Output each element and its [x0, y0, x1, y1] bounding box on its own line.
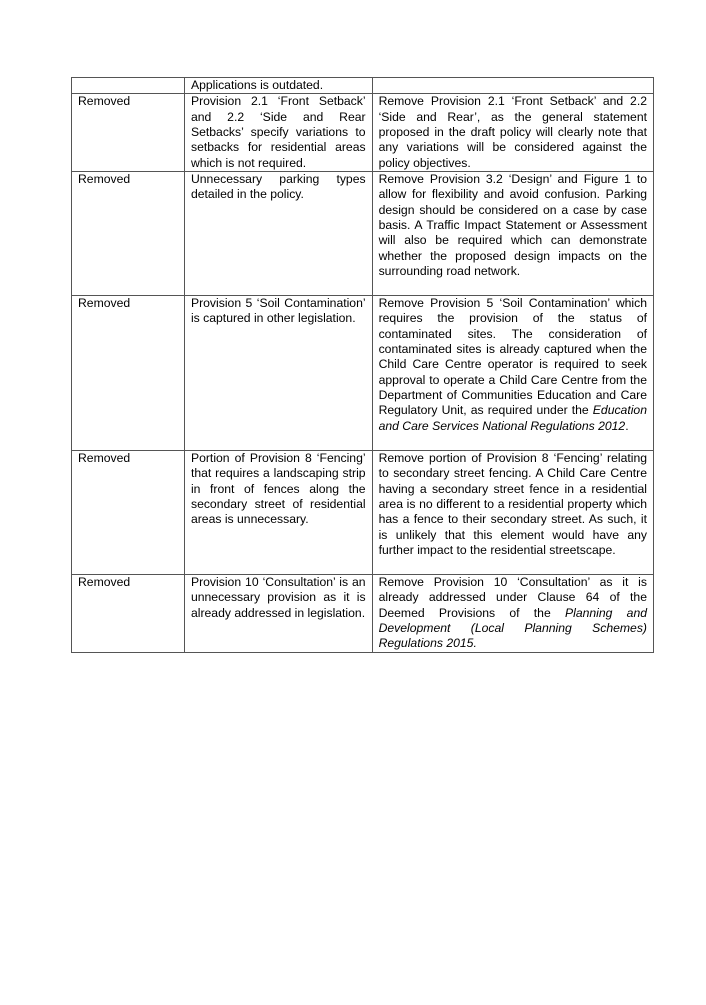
- recommendation-text-end: .: [625, 418, 629, 433]
- issue-text: Provision 5 ‘Soil Contamination’ is captured in other legislation.: [190, 296, 366, 326]
- table-row: [72, 172, 654, 296]
- policy-changes-table: [71, 77, 654, 653]
- recommendation-text: Remove portion of Provision 8 ‘Fencing’ relating to secondary street fencing. A Child Care Centre having a secondary street fence in a residential area is no different to a residential property which has a fence to their secondary street. As such, it is unlikely that this element would have any further impact to the residential streetscape.: [378, 451, 647, 558]
- status-text: Removed: [78, 94, 131, 109]
- issue-text: Unnecessary parking types detailed in the policy.: [190, 172, 366, 202]
- status-cell: [72, 78, 185, 94]
- table-row: [72, 78, 654, 94]
- status-cell: [72, 575, 185, 653]
- recommendation-text-main: Remove Provision 10 ‘Consultation’ as it is already addressed under Clause 64 of the Deemed Provisions of the: [378, 575, 647, 620]
- issue-cell: [184, 296, 372, 451]
- recommendation-cell: [372, 94, 653, 172]
- recommendation-text-italic: Planning and Development (Local Planning Schemes) Regulations 2015.: [378, 605, 648, 651]
- recommendation-text: [379, 575, 647, 652]
- issue-cell: [184, 451, 372, 575]
- status-cell: [72, 451, 185, 575]
- table-row: [72, 296, 654, 451]
- status-text: Removed: [78, 575, 131, 590]
- issue-text: Applications is outdated.: [190, 78, 324, 92]
- issue-text: Portion of Provision 8 ‘Fencing’ that requires a landscaping strip in front of fences along the secondary street of residential areas is unnecessary.: [190, 451, 366, 527]
- status-cell: [72, 296, 185, 451]
- issue-text: Provision 10 ‘Consultation’ is an unnecessary provision as it is already addressed in legislation.: [190, 575, 366, 620]
- recommendation-text: [379, 296, 647, 434]
- recommendation-cell: [372, 296, 653, 451]
- issue-text: Provision 2.1 ‘Front Setback’ and 2.2 ‘Side and Rear Setbacks’ specify variations to setbacks for residential areas which is not required.: [190, 94, 366, 170]
- recommendation-cell: [372, 172, 653, 296]
- recommendation-cell: [372, 575, 653, 653]
- status-cell: [72, 94, 185, 172]
- recommendation-text-italic: Education and Care Services National Regulations 2012: [378, 403, 647, 433]
- table-row: [72, 451, 654, 575]
- issue-cell: [184, 575, 372, 653]
- recommendation-text: Remove Provision 2.1 ‘Front Setback’ and 2.2 ‘Side and Rear’, as the general statement proposed in the draft policy will clearly note that any variations will be considered against the policy objectives.: [378, 94, 647, 170]
- status-text: Removed: [78, 172, 131, 187]
- issue-cell: [184, 78, 372, 94]
- status-text: Removed: [78, 451, 131, 466]
- recommendation-cell: [372, 78, 653, 94]
- table-row: [72, 94, 654, 172]
- recommendation-text: Remove Provision 3.2 ‘Design’ and Figure 1 to allow for flexibility and avoid confusion. Parking design should be considered on a case by case basis. A Traffic Impact Statement or Assessment will also be required which can demonstrate whether the proposed design impacts on the surrounding road network.: [378, 172, 647, 279]
- recommendation-cell: [372, 451, 653, 575]
- issue-cell: [184, 172, 372, 296]
- table-row: [72, 575, 654, 653]
- issue-cell: [184, 94, 372, 172]
- status-cell: [72, 172, 185, 296]
- status-text: Removed: [78, 296, 131, 311]
- recommendation-text-main: Remove Provision 5 ‘Soil Contamination’ which requires the provision of the status of contaminated sites. The consideration of contaminated sites is already captured when the Child Care Centre operator is required to seek approval to operate a Child Care Centre from the Department of Communities Education and Care Regulatory Unit, as required under the: [378, 296, 647, 418]
